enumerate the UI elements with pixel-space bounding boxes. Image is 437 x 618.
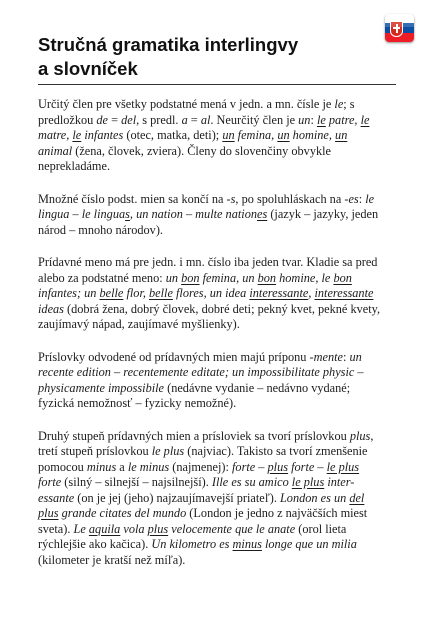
text-segment: : — [310, 112, 317, 127]
text-line — [38, 97, 398, 113]
text-segment: neprekladáme. — [38, 159, 111, 173]
paragraph — [38, 350, 398, 412]
text-segment: Prídavné meno má pre jedn. i mn. číslo iba jeden tvar. Kladie sa pred — [38, 255, 378, 269]
text-line — [38, 381, 398, 397]
text-segment: , — [308, 286, 315, 300]
underlined-text: belle — [149, 286, 173, 300]
text-line — [38, 396, 398, 412]
text-segment: femina, un — [199, 270, 258, 285]
text-line — [38, 223, 398, 239]
text-segment: infantes; un — [38, 286, 100, 300]
text-segment: femina, — [234, 128, 278, 142]
underlined-text: belle — [99, 286, 124, 300]
text-segment: le plus — [151, 444, 185, 458]
text-line — [38, 460, 398, 476]
text-segment: essante — [38, 490, 75, 505]
text-segment: vola — [120, 521, 148, 536]
underlined-text: un — [277, 128, 290, 142]
text-segment: ; s — [343, 97, 355, 111]
text-segment: forte — [38, 475, 62, 489]
text-segment: = — [187, 112, 201, 127]
underlined-text: le — [316, 112, 326, 127]
text-segment: forte – — [288, 459, 327, 474]
underlined-text: minus — [232, 537, 262, 551]
slovak-flag-icon — [385, 14, 414, 42]
text-segment: sveta). — [38, 521, 74, 536]
text-segment: Le — [73, 521, 89, 536]
text-segment: (London je jedno z najväčších miest — [186, 506, 368, 520]
text-line — [38, 429, 398, 445]
text-segment: le — [334, 97, 344, 111]
text-line — [38, 537, 398, 553]
text-line — [38, 491, 398, 507]
paragraph — [38, 192, 398, 239]
text-segment: ideas — [38, 301, 64, 316]
underlined-text: aquila — [88, 521, 121, 536]
text-segment: recente edition – recentemente editate; un impossibilitate physic – — [38, 365, 364, 379]
text-segment: (nedávne vydanie – nedávno vydané; — [164, 380, 351, 395]
underlined-text: interessante — [249, 286, 309, 300]
text-segment: London es un — [279, 490, 350, 505]
text-line — [38, 271, 398, 287]
text-segment: Druhý stupeň prídavných mien a prísloviek sa tvorí príslovkou — [38, 428, 350, 443]
text-line — [38, 192, 398, 208]
text-line — [38, 475, 398, 491]
text-line — [38, 144, 398, 160]
text-segment: , po spoluhláskach na - — [235, 191, 349, 206]
underlined-text: plus — [147, 521, 169, 536]
text-segment: (žena, človek, zviera). Členy do slovenčiny obvykle — [72, 143, 332, 158]
underlined-text: le — [72, 128, 82, 142]
text-segment: (silný – silnejší – najsilnejší). — [61, 475, 212, 489]
text-segment: Ille es su amico — [211, 475, 292, 489]
text-segment: (jazyk – jazyky, jeden — [267, 207, 379, 221]
title-line-2: a slovníček — [38, 58, 138, 79]
underlined-text: un — [222, 128, 235, 142]
paragraph — [38, 429, 398, 569]
text-line — [38, 365, 398, 381]
text-segment: (najviac). Takisto sa tvorí zmenšenie — [184, 444, 368, 458]
paragraph — [38, 97, 398, 175]
text-segment: flor, — [123, 286, 150, 300]
text-segment: de — [96, 112, 109, 127]
text-line — [38, 506, 398, 522]
text-segment: forte – — [232, 459, 268, 474]
paragraph — [38, 255, 398, 333]
underlined-text: un — [335, 128, 348, 142]
document-body — [38, 97, 398, 585]
underlined-text: bon — [257, 270, 277, 285]
text-line — [38, 444, 398, 460]
text-segment: = — [108, 112, 122, 127]
text-segment: , s predl. — [136, 112, 182, 127]
text-segment: Určitý člen pre všetky podstatné mená v jedn. a mn. čísle je — [38, 97, 335, 111]
text-segment: predložkou — [38, 112, 97, 127]
underlined-text: interessante — [314, 286, 374, 300]
text-segment: -mente — [309, 349, 343, 364]
text-segment: inter- — [324, 475, 355, 489]
text-segment: plus — [349, 428, 371, 443]
text-line — [38, 286, 398, 302]
text-segment: lingua — [38, 207, 70, 221]
text-segment: Un kilometro es — [151, 537, 233, 551]
text-segment: (orol lieta — [295, 521, 347, 536]
text-segment: . Neurčitý člen je — [210, 112, 299, 127]
text-segment: a — [181, 112, 188, 127]
text-segment: : — [358, 191, 366, 206]
text-segment: zaujímavý nápad, zaujímavé myšlienky). — [38, 317, 240, 331]
text-line — [38, 159, 398, 175]
text-segment: : — [343, 349, 350, 364]
underlined-text: del — [349, 490, 365, 505]
text-segment: – — [69, 207, 82, 221]
text-segment: (dobrá žena, dobrý človek, dobré deti; pekný kvet, pekné kvety, — [63, 301, 381, 316]
text-segment: rýchlejšie ako kačica). — [38, 537, 152, 551]
text-segment: grande citates del mundo — [58, 506, 187, 520]
underlined-text: plus — [38, 506, 59, 520]
text-line — [38, 128, 398, 144]
text-segment: le minus — [127, 459, 170, 474]
text-segment: , un nation – multe nation — [129, 207, 257, 221]
text-segment: un — [165, 270, 182, 285]
text-segment: Príslovky odvodené od prídavných mien majú príponu — [38, 349, 310, 364]
underlined-text: plus — [267, 459, 289, 474]
text-segment: al — [200, 112, 211, 127]
text-segment: tretí stupeň príslovkou — [38, 444, 152, 458]
text-segment: (najmenej): — [169, 459, 232, 474]
text-segment: le lingua — [81, 207, 126, 221]
text-segment: longe que un milia — [261, 537, 357, 551]
underlined-text: s — [125, 207, 130, 221]
text-segment: le — [365, 191, 375, 206]
text-segment: (on je jej (jeho) najzaujímavejší priateľ). — [74, 490, 280, 505]
text-segment: es — [348, 191, 359, 206]
text-segment: fyzická nemožnosť – fyzicky nemožné). — [38, 396, 237, 410]
text-segment: animal — [38, 143, 73, 158]
text-segment: a — [116, 459, 128, 474]
text-segment: infantes — [81, 128, 124, 142]
underlined-text: le plus — [326, 459, 360, 474]
text-line — [38, 302, 398, 318]
text-segment: , — [370, 428, 374, 443]
text-segment: homine, — [289, 128, 336, 142]
text-segment: alebo za podstatné meno: — [38, 270, 166, 285]
underlined-text: es — [257, 207, 268, 221]
text-segment: matre, — [38, 128, 73, 142]
text-line — [38, 317, 398, 333]
text-line — [38, 522, 398, 538]
text-segment: patre, — [325, 112, 361, 127]
text-line — [38, 113, 398, 129]
underlined-text: le plus — [291, 475, 325, 489]
text-line — [38, 553, 398, 569]
underlined-text: le — [360, 112, 370, 127]
text-segment: un — [298, 112, 311, 127]
text-segment: (kilometer je kratší než míľa). — [38, 552, 186, 567]
text-segment: (otec, matka, deti); — [123, 128, 223, 142]
title-line-1: Stručná gramatika interlingvy — [38, 34, 299, 55]
page-title — [38, 33, 378, 81]
text-segment: pomocou — [38, 459, 87, 474]
underlined-text: bon — [181, 270, 200, 285]
text-segment: národ – mnoho národov). — [38, 222, 163, 237]
text-line — [38, 207, 398, 223]
text-line — [38, 255, 398, 271]
text-segment: s — [230, 191, 236, 206]
title-divider — [38, 84, 396, 85]
text-segment: minus — [86, 459, 117, 474]
text-segment: un — [349, 349, 362, 364]
text-segment: homine, le — [276, 270, 334, 285]
text-segment: velocemente que le anate — [168, 521, 296, 536]
text-line — [38, 350, 398, 366]
text-segment: del — [121, 112, 137, 127]
text-segment: physicamente impossibile — [38, 380, 165, 395]
underlined-text: bon — [333, 270, 352, 285]
text-segment: flores, un idea — [172, 286, 250, 300]
text-segment: Množné číslo podst. mien sa končí na - — [38, 191, 231, 206]
